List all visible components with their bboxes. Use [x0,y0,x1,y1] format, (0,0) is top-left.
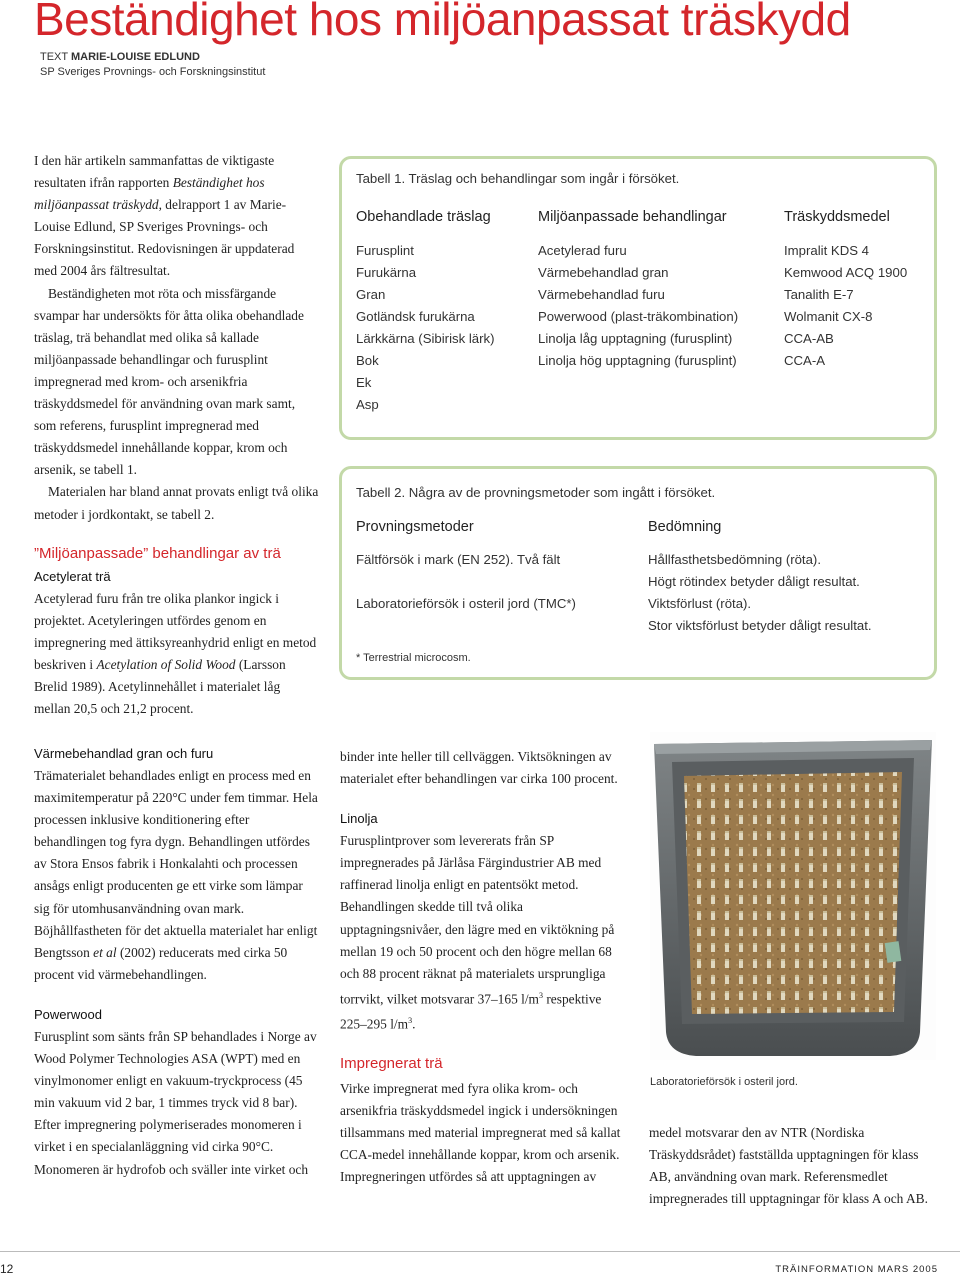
impregnerat-continued: medel motsvarar den av NTR (Nordiska Träskyddsrådet) fastställda upptagningen för klass AB, användning ovan mark. Referensmedlet impregnerades till upptagningar för klass A och AB. [649,1125,928,1207]
table-cell: Bok [356,353,379,368]
table-1-header-treatments: Miljöanpassade behandlingar [538,209,727,225]
lower-left-column [34,743,319,1181]
table-cell: Hållfasthetsbedömning (röta). [648,552,821,567]
acetylerat-text: (Larsson Brelid 1989). Acetylinnehållet i materialet låg mellan 20,5 och 21,2 procent. [34,656,286,717]
subheading-acetylerat: Acetylerat trä [34,568,111,584]
table-cell: Laboratorieförsök i osteril jord (TMC*) [356,596,576,611]
byline [40,50,265,80]
byline-author: MARIE-LOUISE EDLUND [70,51,200,63]
varmebehandlad-text: Trämaterialet behandlades enligt en process med en maximitemperatur på 220°C under fem timmar. Hela processen inklusive konditionering efter behandlingen tog fyra dygn. Behandlingen utfördes av Stora Ensos fabrik i Honkalahti och processen ansågs enligt producenten ge ett virke som lämpar sig för utomhusanvändning ovan mark. Böjhållfastheten för det aktuella materialet har enligt Bengtsson [34,768,318,960]
superscript: 3 [538,990,543,1000]
reference-title: Acetylation of Solid Wood [96,656,236,672]
footer-divider [0,1251,960,1252]
table-cell: Wolmanit CX-8 [784,309,873,324]
table-1-column-untreated [356,240,495,416]
et-al: et al [93,944,117,960]
table-2-box [339,466,937,680]
subheading-linolja: Linolja [340,811,378,827]
linolja-text: respektive 225–295 l/m [340,991,602,1032]
table-1-box [339,156,937,440]
linolja-text: Furusplintprover som levererats från SP impregnerades på Järlåsa Färgindustrier AB med raffinerad linolja enligt en patentsökt metod. Behandlingen skedde till två olika upptagningsnivåer, den lägre med en viktökning på mellan 19 och 50 procent och den högre mellan 68 och 88 procent räknat på materialets ursprungliga torrvikt, vilket motsvarar 37–165 l/m [340,833,615,1007]
table-cell: Impralit KDS 4 [784,243,870,258]
table-cell: Kemwood ACQ 1900 [784,265,908,280]
intro-paragraph-3: Materialen har bland annat provats enligt två olika metoder i jordkontakt, se tabell 2. [34,484,319,522]
table-2-column-assessment [648,549,872,637]
subheading-varmebehandlad: Värmebehandlad gran och furu [34,746,214,761]
table-cell: Tanalith E-7 [784,287,854,302]
table-cell: Acetylerad furu [538,243,627,258]
intro-paragraph-2: Beständigheten mot röta och missfärgande svampar har undersökts för åtta olika obehandlade träslag, trä behandlat med olika så kallade miljöanpassade behandlingar och furusplint impregnerad med krom- och arsenikfria träskyddsmedel för användning ovan mark samt, som referens, furusplint impregnerad med träskyddsmedel innehållande koppar, krom och arsenik, se tabell 1. [34,285,304,478]
table-cell: Powerwood (plast-träkombination) [538,309,739,324]
table-cell: Ek [356,375,372,390]
byline-prefix: TEXT [40,51,68,63]
table-1-column-preservatives [784,240,907,372]
table-cell: Furusplint [356,243,414,258]
table-1-column-treatments [538,240,738,372]
table-cell: Linolja hög upptagning (furusplint) [538,353,737,368]
table-cell: CCA-AB [784,331,834,346]
subheading-powerwood: Powerwood [34,1006,102,1022]
table-cell [356,615,576,637]
intro-text: , delrapport 1 av Marie-Louise Edlund, SP Sveriges Provnings- och Forskningsinstitut. Redovisningen är uppdaterad med 2004 års fältresultat. [34,197,295,279]
section-heading-impregnerat: Impregnerat trä [340,1054,443,1072]
photo-caption: Laboratorieförsök i osteril jord. [650,1076,798,1088]
intro-text: I den här artikeln sammanfattas de viktigaste resultaten ifrån rapporten [34,153,275,191]
intro-column [34,150,319,720]
table-cell: Stor viktsförlust betyder dåligt resultat. [648,618,872,633]
article-title: Beständighet hos miljöanpassat träskydd [34,0,851,45]
table-cell: Gotländsk furukärna [356,309,475,324]
linolja-text: . [412,1016,416,1032]
acetylerat-paragraph [34,588,319,721]
table-2-header-assessment: Bedömning [648,519,722,535]
table-cell: Furukärna [356,265,417,280]
lab-test-photo [650,732,936,1060]
table-2-caption: Tabell 2. Några av de provningsmetoder som ingått i försöket. [356,485,716,500]
table-2-header-methods: Provningsmetoder [356,519,474,535]
table-cell: Viktsförlust (röta). [648,596,752,611]
lower-right-column [649,1122,937,1210]
powerwood-continued: binder inte heller till cellväggen. Viktsökningen av materialet efter behandlingen var cirka 100 procent. [340,749,618,787]
linolja-paragraph [340,830,628,1036]
byline-affiliation: SP Sveriges Provnings- och Forskningsinstitut [40,66,266,78]
table-cell [356,571,576,593]
table-cell: Värmebehandlad furu [538,287,665,302]
table-cell: Gran [356,287,386,302]
table-cell: CCA-A [784,353,826,368]
table-1-header-preservatives: Träskyddsmedel [784,209,890,225]
table-cell: Linolja låg upptagning (furusplint) [538,331,733,346]
acetylerat-text: Acetylerad furu från tre olika plankor ingick i projektet. Acetyleringen utfördes genom en impregnering med ättiksyreanhydrid enligt en metod beskriven i [34,590,317,672]
page-number: 12 [0,1262,14,1276]
table-cell: Högt rötindex betyder dåligt resultat. [648,574,860,589]
table-cell: Lärkkärna (Sibirisk lärk) [356,331,495,346]
report-title: Beständighet hos miljöanpassat träskydd [34,175,265,213]
varmebehandlad-text: (2002) reducerats med cirka 50 procent vid värmebehandlingen. [34,944,288,982]
section-heading-miljo: ”Miljöanpassade” behandlingar av trä [34,544,281,562]
table-2-column-methods [356,549,576,637]
table-1-caption: Tabell 1. Träslag och behandlingar som ingår i försöket. [356,171,680,186]
table-2-footnote: * Terrestrial microcosm. [356,652,471,664]
table-1-header-untreated: Obehandlade träslag [356,209,491,225]
magazine-footer: TRÄINFORMATION MARS 2005 [775,1264,938,1275]
impregnerat-paragraph: Virke impregnerat med fyra olika krom- och arsenikfria träskyddsmedel ingick i undersökningen tillsammans med material impregnerat med så kallat CCA-medel innehållande koppar, krom och arsenik. Impregneringen utfördes så att upptagningen av [340,1080,621,1185]
table-cell: Värmebehandlad gran [538,265,669,280]
lower-middle-column [340,746,628,1188]
table-cell: Fältförsök i mark (EN 252). Två fält [356,552,561,567]
soil-tray-image [650,732,936,1060]
varmebehandlad-paragraph [34,765,319,986]
powerwood-paragraph: Furusplint som sänts från SP behandlades i Norge av Wood Polymer Technologies ASA (WPT) med en vinylmonomer enligt en vakuum-tryckprocess (45 min vakuum vid 2 bar, 1 timmes tryck vid 8 bar). Efter impregnering polymeriserades monomeren i virket i en specialanläggning vid cirka 90°C. Monomeren är hydrofob och sväller inte virket och [34,1028,317,1177]
table-cell: Asp [356,397,379,412]
intro-paragraph-1 [34,150,319,283]
superscript: 3 [408,1016,413,1026]
